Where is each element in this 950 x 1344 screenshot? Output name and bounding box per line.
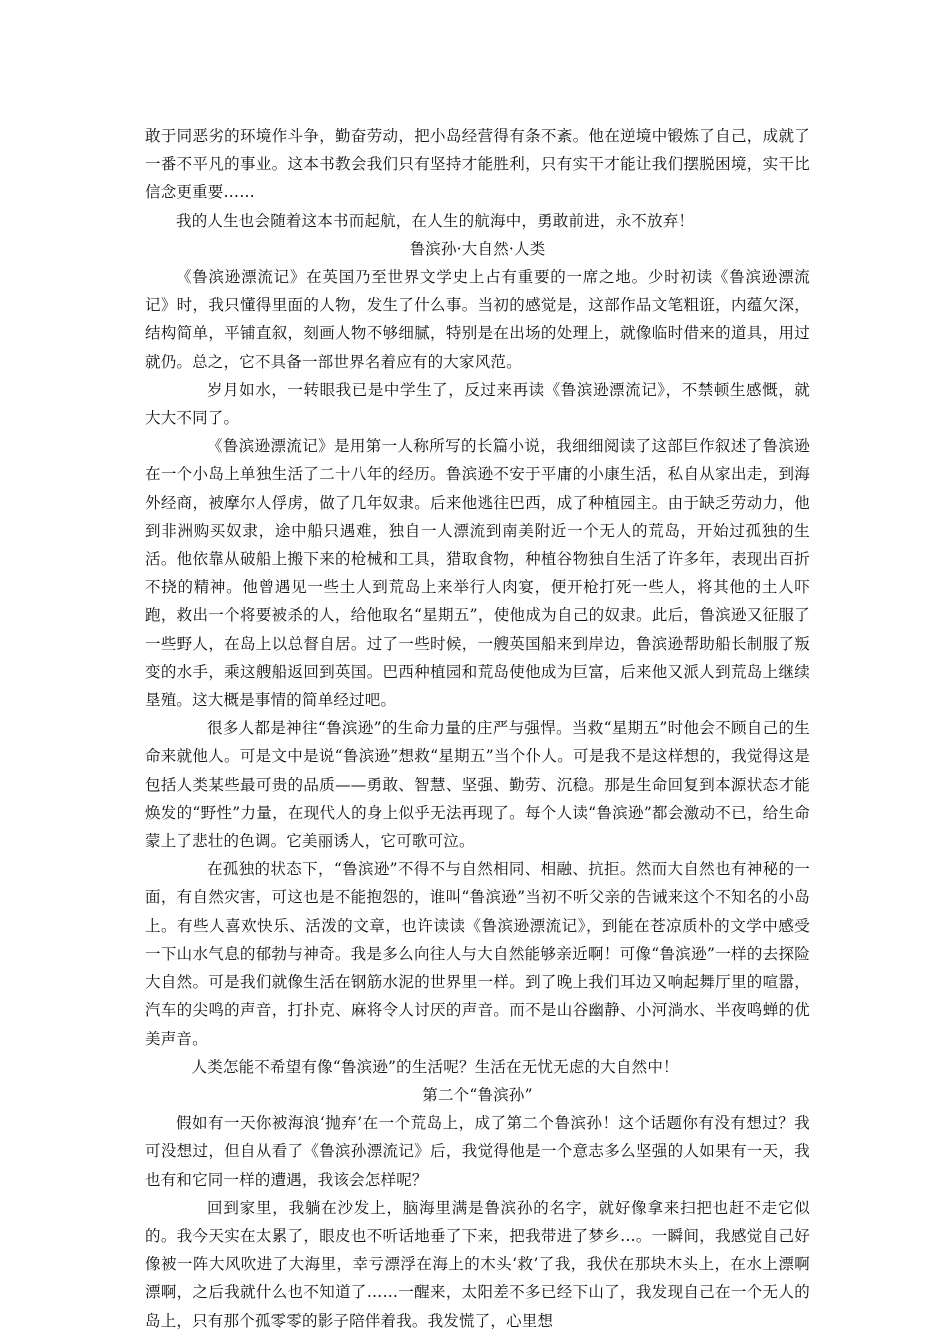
paragraph-intro: 《鲁滨逊漂流记》在英国乃至世界文学史上占有重要的一席之地。少时初读《鲁滨逊漂流记》时，我只懂得里面的人物，发生了什么事。当初的感觉是，这部作品文笔粗诳，内蕴欠深，结构简单，平铺直叙，刻画人物不够细腻，特别是在出场的处理上，就像临时借来的道具，用过就仍。总之，它不具备一部世界名着应有的大家风范。 xyxy=(145,268,810,371)
section-heading-1: 鲁滨孙·大自然·人类 xyxy=(409,239,546,258)
paragraph-summary: 《鲁滨逊漂流记》是用第一人称所写的长篇小说，我细细阅读了这部巨作叙述了鲁滨逊在一个小岛上单独生活了二十八年的经历。鲁滨逊不安于平庸的小康生活，私自从家出走，到海外经商，被摩尔人俘虏，做了几年奴隶。后来他逃往巴西，成了种植园主。由于缺乏劳动力，他到非洲购买奴隶，途中船只遇难，独自一人漂流到南美附近一个无人的荒岛，开始过孤独的生活。他依靠从破船上搬下来的枪械和工具，猎取食物，种植谷物独自生活了许多年，表现出百折不挠的精神。他曾遇见一些土人到荒岛上来举行人肉宴，便开枪打死一些人，将其他的土人吓跑，救出一个将要被杀的人，给他取名“星期五”，使他成为自己的奴隶。此后，鲁滨逊又征服了一些野人，在岛上以总督自居。过了一些时候，一艘英国船来到岸边，鲁滨逊帮助船长制服了叛变的水手，乘这艘船返回到英国。巴西种植园和荒岛使他成为巨富，后来他又派人到荒岛上继续垦殖。这大概是事情的简单经过吧。 xyxy=(145,437,810,710)
document-page xyxy=(145,122,810,1335)
paragraph-qualities: 很多人都是神往“鲁滨逊”的生命力量的庄严与强悍。当救“星期五”时他会不顾自己的生命来就他人。可是文中是说“鲁滨逊”想救“星期五”当个仆人。可是我不是这样想的，我觉得这是包括人类某些最可贵的品质——勇敢、智慧、坚强、勤劳、沉稳。那是生命回复到本源状态才能焕发的“野性”力量，在现代人的身上似乎无法再现了。每个人读“鲁滨逊”都会激动不已，给生命蒙上了悲壮的色调。它美丽诱人，它可歌可泣。 xyxy=(145,719,810,851)
paragraph-closing: 人类怎能不希望有像“鲁滨逊”的生活呢？生活在无忧无虑的大自然中！ xyxy=(191,1057,679,1076)
paragraph-reread: 岁月如水，一转眼我已是中学生了，反过来再读《鲁滨逊漂流记》，不禁顿生感慨，就大大不同了。 xyxy=(145,380,810,428)
section-heading-2: 第二个“鲁滨孙” xyxy=(422,1085,533,1104)
paragraph-hypothetical: 假如有一天你被海浪‘抛弃’在一个荒岛上，成了第二个鲁滨孙！这个话题你有没有想过？我可没想过，但自从看了《鲁滨孙漂流记》后，我觉得他是一个意志多么坚强的人如果有一天，我也有和它同一样的遭遇，我该会怎样呢？ xyxy=(145,1114,810,1189)
paragraph-dream: 回到家里，我躺在沙发上，脑海里满是鲁滨孙的名字，就好像拿来扫把也赶不走它似的。我今天实在太累了，眼皮也不听话地垂了下来，把我带进了梦乡…。一瞬间，我感觉自己好像被一阵大风吹进了大海里，幸亏漂浮在海上的木头‘救’了我，我伏在那块木头上，在水上漂啊漂啊，之后我就什么也不知道了……一醒来，太阳差不多已经下山了，我发现自己在一个无人的岛上，只有那个孤零零的影子陪伴着我。我发慌了，心里想 xyxy=(145,1198,810,1330)
paragraph-nature: 在孤独的状态下，“鲁滨逊”不得不与自然相同、相融、抗拒。然而大自然也有神秘的一面，有自然灾害，可这也是不能抱怨的，谁叫“鲁滨逊”当初不听父亲的告诫来这个不知名的小岛上。有些人喜欢快乐、活泼的文章，也许读读《鲁滨逊漂流记》，到能在苍凉质朴的文学中感受一下山水气息的郁勃与神奇。我是多么向往人与大自然能够亲近啊！可像“鲁滨逊”一样的去探险大自然。可是我们就像生活在钢筋水泥的世界里一样。到了晚上我们耳边又响起舞厅里的喧嚣，汽车的尖鸣的声音，打扑克、麻将令人讨厌的声音。而不是山谷幽静、小河淌水、半夜鸣蝉的优美声音。 xyxy=(145,860,810,1048)
paragraph-continuation: 敢于同恶劣的环境作斗争，勤奋劳动，把小岛经营得有条不紊。他在逆境中锻炼了自己，成就了一番不平凡的事业。这本书教会我们只有坚持才能胜利，只有实干才能让我们摆脱困境，实干比信念更重要…… xyxy=(145,127,810,202)
paragraph-conclusion: 我的人生也会随着这本书而起航，在人生的航海中，勇敢前进，永不放弃！ xyxy=(176,211,695,230)
